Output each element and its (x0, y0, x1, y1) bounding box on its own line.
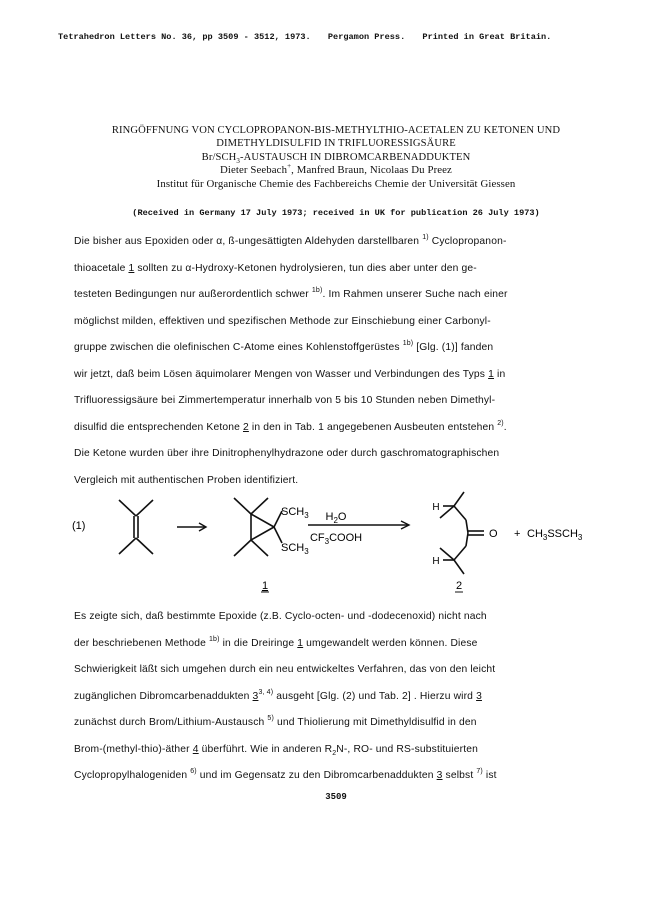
text-line: Die bisher aus Epoxiden oder α, ß-ungesättigten Aldehyden darstellbaren $^{1)}$ Cyclopropanon- (74, 234, 507, 247)
text-line: Es zeigte sich, daß bestimmte Epoxide (z.B. Cyclo-octen- und -dodecenoxid) nicht nach (74, 611, 487, 622)
text-line: möglichst milden, effektiven und spezifischen Methode zur Einschiebung einer Carbonyl- (74, 315, 491, 327)
reagent-tfa: $CF_3COOH$ (309, 532, 363, 546)
publisher: Pergamon Press. (327, 32, 406, 42)
text-line: zunächst durch Brom/Lithium-Austausch $^{5)}$ und Thiolierung mit Dimethyldisulfid in den (74, 715, 477, 728)
text-line: Cyclopropylhalogeniden $^{6)}$ und im Gegensatz zu den Dibromcarbenaddukten 3 selbst $^{7)}$ ist (74, 768, 497, 781)
text-line: thioacetale 1 sollten zu α-Hydroxy-Ketonen hydrolysieren, tun dies aber unter den ge- (74, 262, 477, 274)
text-line: Brom-(methyl-thio)-äther 4 überführt. Wie in anderen $R_2N-$, RO- und RS-substituierten (74, 743, 478, 757)
text-line: testeten Bedingungen nur außerordentlich schwer $^{1b)}$. Im Rahmen unserer Suche nach einer (74, 287, 508, 300)
cyclopropane-thioacetal-structure (234, 498, 282, 556)
title-block (40, 124, 632, 191)
reagent-water: $H_2O$ (325, 511, 347, 525)
text-line: Vergleich mit authentischen Proben identifiziert. (74, 474, 299, 486)
hydrogen-top-label: H (432, 502, 440, 513)
title-line-1: RINGÖFFNUNG VON CYCLOPROPANON-BIS-METHYLTHIO-ACETALEN ZU KETONEN UND (111, 125, 561, 136)
plus-sign: + (514, 528, 521, 540)
journal-header (58, 32, 618, 42)
reaction-scheme (64, 478, 624, 598)
received-dates: (Received in Germany 17 July 1973; received in UK for publication 26 July 1973) (132, 208, 540, 218)
oxygen-label: O (489, 528, 498, 540)
text-line: gruppe zwischen die olefinischen C-Atome eines Kohlenstoffgerüstes $^{1b)}$ [Glg. (1)] fanden (74, 340, 494, 353)
printed-in: Printed in Great Britain. (422, 32, 552, 42)
author-list: Dieter Seebach+, Manfred Braun, Nicolaas Du Preez (220, 162, 452, 177)
reaction-arrow-1 (177, 523, 206, 531)
title-line-3: $Br/SCH_3$-AUSTAUSCH IN DIBROMCARBENADDUKTEN (201, 151, 471, 165)
text-line: Schwierigkeit läßt sich umgehen durch ein neu entwickeltes Verfahren, das von den leicht (74, 664, 496, 675)
journal-citation: Tetrahedron Letters No. 36, pp 3509 - 3512, 1973. (58, 32, 311, 42)
paragraph-2 (74, 604, 599, 790)
text-line: wir jetzt, daß beim Lösen äquimolarer Mengen von Wasser und Verbindungen des Typs 1 in (74, 368, 506, 380)
paragraph-1 (74, 229, 599, 494)
text-line: disulfid die entsprechenden Ketone 2 in den in Tab. 1 angegebenen Ausbeuten entstehen $^{2)}$. (74, 419, 507, 433)
text-line: der beschriebenen Methode $^{1b)}$ in die Dreiringe 1 umgewandelt werden können. Diese (74, 635, 478, 649)
alkene-structure (119, 500, 153, 554)
equation-label: (1) (72, 520, 86, 532)
dimethyldisulfide-label: $CH_3SSCH_3$ (527, 528, 583, 542)
title-line-2: DIMETHYLDISULFID IN TRIFLUORESSIGSÄURE (216, 138, 456, 150)
compound-label-2: 2 (455, 580, 463, 592)
page-number: 3509 (325, 792, 347, 802)
institute: Institut für Organische Chemie des Fachbereichs Chemie der Universität Giessen (156, 177, 516, 190)
ketone-structure (440, 492, 484, 574)
methylthio-bottom-label: $SCH_3$ (281, 542, 309, 556)
methylthio-top-label: $SCH_3$ (281, 506, 309, 520)
text-line: zugänglichen Dibromcarbenaddukten 3$^{3, 4)}$ ausgeht [Glg. (2) und Tab. 2] . Hierzu wird 3 (74, 688, 482, 702)
hydrogen-bottom-label: H (432, 556, 440, 567)
reaction-arrow-2 (308, 521, 409, 529)
compound-label-1: 1 (261, 580, 269, 592)
text-line: Trifluoressigsäure bei Zimmertemperatur innerhalb von 5 bis 10 Stunden neben Dimethyl- (74, 395, 496, 406)
text-line: Die Ketone wurden über ihre Dinitrophenylhydrazone oder durch gaschromatographischen (74, 448, 500, 459)
